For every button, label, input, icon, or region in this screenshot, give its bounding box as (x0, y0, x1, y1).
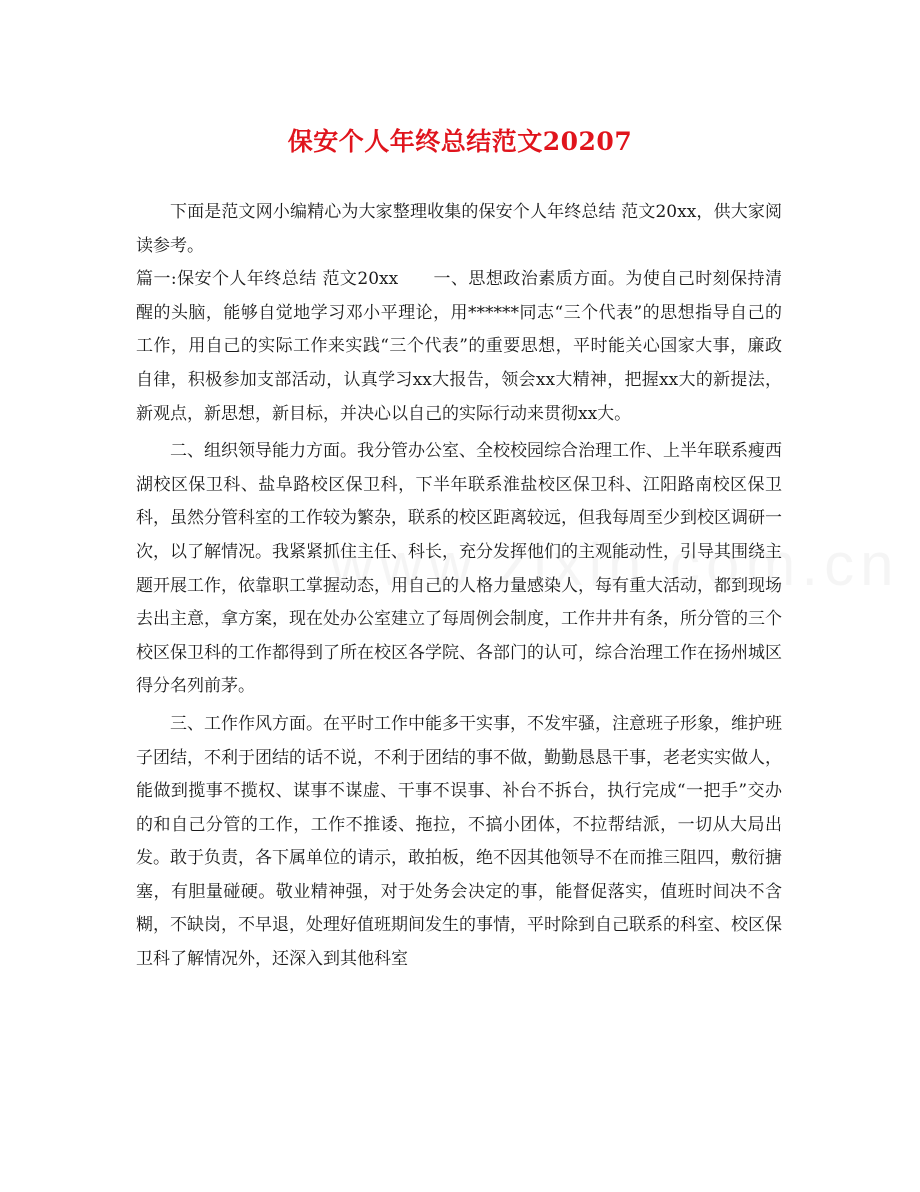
paragraph-part-two: 二、组织领导能力方面。我分管办公室、全校校园综合治理工作、上半年联系瘦西湖校区保卫科、盐阜路校区保卫科，下半年联系淮盐校区保卫科、江阳路南校区保卫科，虽然分管科室的工作较为繁杂，联系的校区距离较远，但我每周至少到校区调研一次，以了解情况。我紧紧抓住主任、科长，充分发挥他们的主观能动性，引导其围绕主题开展工作，依靠职工掌握动态，用自己的人格力量感染人，每有重大活动，都到现场去出主意，拿方案，现在处办公室建立了每周例会制度，工作井井有条，所分管的三个校区保卫科的工作都得到了所在校区各学院、各部门的认可，综合治理工作在扬州城区得分名列前茅。 (136, 441, 782, 697)
document-title: 保安个人年终总结范文20207 (287, 127, 633, 156)
paragraph-intro: 下面是范文网小编精心为大家整理收集的保安个人年终总结 范文20xx，供大家阅读参考。 (136, 202, 782, 256)
paragraph-part-one: 篇一:保安个人年终总结 范文20xx 一、思想政治素质方面。为使自己时刻保持清醒的头脑，能够自觉地学习邓小平理论，用******同志“三个代表”的思想指导自己的工作，用自己的实际工作来实践“三个代表”的重要思想，平时能关心国家大事，廉政自律，积极参加支部活动，认真学习xx大报告，领会xx大精神，把握xx大的新提法，新观点，新思想，新目标，并决心以自己的实际行动来贯彻xx大。 (136, 269, 782, 424)
paragraph-part-three: 三、工作作风方面。在平时工作中能多干实事，不发牢骚，注意班子形象，维护班子团结，不利于团结的话不说，不利于团结的事不做，勤勤恳恳干事，老老实实做人，能做到揽事不揽权、谋事不谋虚、干事不误事、补台不拆台，执行完成“一把手”交办的和自己分管的工作，工作不推诿、拖拉，不搞小团体，不拉帮结派，一切从大局出发。敢于负责，各下属单位的请示，敢拍板，绝不因其他领导不在而推三阻四，敷衍搪塞，有胆量碰硬。敬业精神强，对于处务会决定的事，能督促落实，值班时间决不含糊，不缺岗，不早退，处理好值班期间发生的事情，平时除到自己联系的科室、校区保卫科了解情况外，还深入到其他科室 (136, 713, 782, 970)
document-body (136, 196, 782, 977)
